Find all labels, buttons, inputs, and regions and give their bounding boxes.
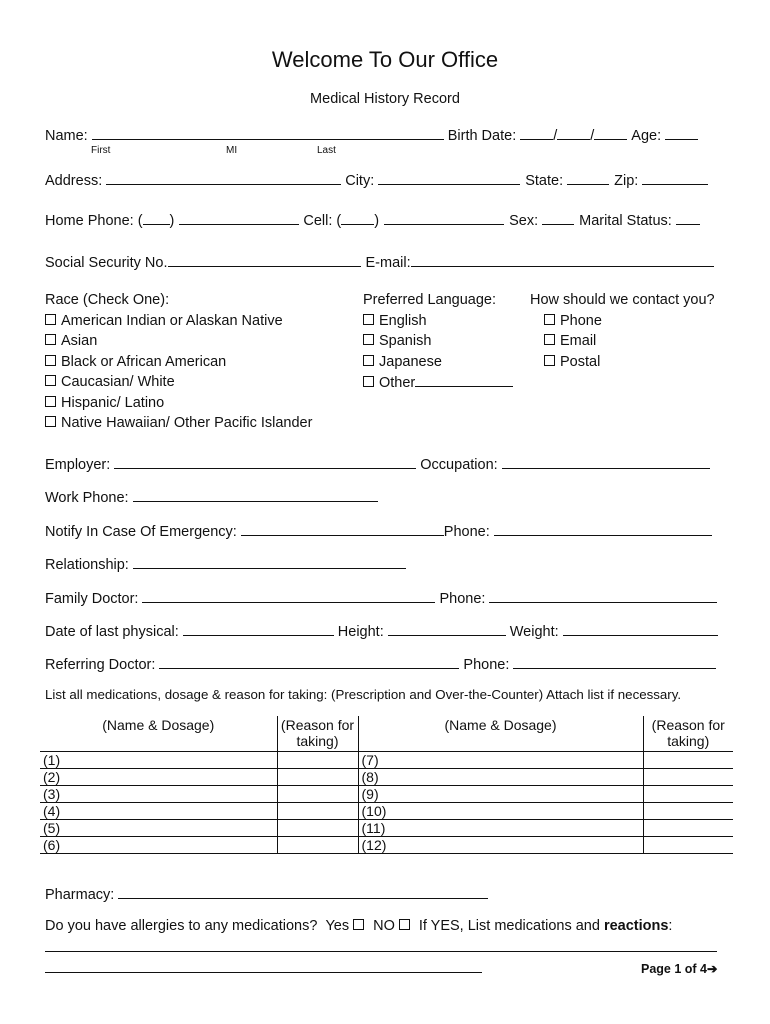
cell-label: Cell: (: [303, 213, 342, 229]
referring-phone-label: Phone:: [463, 657, 510, 673]
medication-cell[interactable]: (10): [358, 803, 643, 820]
state-field[interactable]: [567, 170, 609, 185]
emergency-label: Notify In Case Of Emergency:: [45, 524, 237, 540]
pharmacy-label: Pharmacy:: [45, 887, 115, 903]
employer-row: [45, 454, 710, 473]
arrow-right-icon: ➔: [707, 962, 718, 976]
checkbox-icon[interactable]: [363, 355, 374, 366]
race-option[interactable]: Caucasian/ White: [45, 372, 312, 393]
allergies-line[interactable]: [45, 972, 482, 973]
referring-phone-field[interactable]: [513, 654, 716, 669]
race-option[interactable]: Hispanic/ Latino: [45, 393, 312, 414]
family-doctor-field[interactable]: [142, 588, 435, 603]
contact-heading: How should we contact you?: [530, 292, 715, 308]
referring-doctor-field[interactable]: [159, 654, 459, 669]
occupation-field[interactable]: [502, 454, 710, 469]
age-label: Age:: [631, 128, 662, 144]
home-phone-label: Home Phone: (: [45, 213, 143, 229]
close-paren: ): [169, 213, 175, 229]
allergies-no-label: NO: [373, 918, 395, 934]
zip-field[interactable]: [642, 170, 708, 185]
language-heading: Preferred Language:: [363, 292, 497, 308]
city-field[interactable]: [378, 170, 520, 185]
referring-doctor-label: Referring Doctor:: [45, 657, 156, 673]
address-row: [45, 170, 708, 189]
family-doctor-label: Family Doctor:: [45, 591, 139, 607]
contact-option[interactable]: Postal: [530, 352, 715, 373]
sex-field[interactable]: [542, 210, 574, 225]
reason-cell[interactable]: [277, 769, 358, 786]
checkbox-icon[interactable]: [544, 355, 555, 366]
emergency-contact-field[interactable]: [241, 521, 444, 536]
name-field[interactable]: [92, 125, 444, 140]
allergies-colon: :: [668, 918, 673, 934]
name-sub-last: Last: [317, 145, 336, 156]
name-label: Name:: [45, 128, 88, 144]
medication-cell[interactable]: (3): [40, 786, 277, 803]
page-subtitle: Medical History Record: [310, 91, 460, 107]
emergency-phone-field[interactable]: [494, 521, 712, 536]
table-row: [40, 752, 733, 769]
physical-row: [45, 621, 718, 640]
home-phone-field[interactable]: [179, 210, 299, 225]
table-row: [40, 837, 733, 854]
emergency-row: [45, 521, 712, 540]
last-physical-field[interactable]: [183, 621, 334, 636]
name-sub-first: First: [91, 145, 111, 156]
pharmacy-field[interactable]: [118, 884, 488, 899]
table-row: [40, 786, 733, 803]
language-option[interactable]: Spanish: [363, 331, 513, 352]
sex-label: Sex:: [509, 213, 539, 229]
medication-cell[interactable]: (6): [40, 837, 277, 854]
yes-checkbox-icon[interactable]: [353, 919, 364, 930]
race-heading: Race (Check One):: [45, 292, 170, 308]
checkbox-icon[interactable]: [45, 375, 56, 386]
checkbox-icon[interactable]: [45, 334, 56, 345]
medication-cell[interactable]: (4): [40, 803, 277, 820]
medication-cell[interactable]: (8): [358, 769, 643, 786]
birth-year-field[interactable]: [594, 125, 627, 140]
col-reason: (Reason for taking): [277, 716, 358, 752]
reason-cell[interactable]: [643, 769, 733, 786]
medication-cell[interactable]: (5): [40, 820, 277, 837]
contact-option[interactable]: Phone: [530, 311, 715, 332]
medication-cell[interactable]: (9): [358, 786, 643, 803]
pharmacy-row: [45, 884, 488, 903]
checkbox-icon[interactable]: [363, 376, 374, 387]
reason-cell[interactable]: [277, 752, 358, 769]
language-option[interactable]: Other: [363, 372, 513, 394]
race-option[interactable]: Black or African American: [45, 352, 312, 373]
col-name-dosage: (Name & Dosage): [358, 716, 643, 752]
close-paren: ): [374, 213, 380, 229]
contact-option[interactable]: Email: [530, 331, 715, 352]
table-row: [40, 820, 733, 837]
last-physical-label: Date of last physical:: [45, 624, 179, 640]
family-doctor-phone-field[interactable]: [489, 588, 717, 603]
referring-row: [45, 654, 716, 673]
allergies-if-yes: If YES, List medications and: [418, 918, 600, 934]
checkbox-icon[interactable]: [544, 334, 555, 345]
address-field[interactable]: [106, 170, 341, 185]
birth-date-label: Birth Date:: [447, 128, 517, 144]
table-row: [40, 803, 733, 820]
medication-cell[interactable]: (2): [40, 769, 277, 786]
weight-label: Weight:: [509, 624, 559, 640]
cell-area-code-field[interactable]: [341, 210, 374, 225]
name-sub-mi: MI: [226, 145, 238, 156]
birth-month-field[interactable]: [520, 125, 553, 140]
allergies-yes-label: Yes: [325, 918, 350, 934]
occupation-label: Occupation:: [420, 457, 498, 473]
reason-cell[interactable]: [643, 837, 733, 854]
checkbox-icon[interactable]: [45, 355, 56, 366]
checkbox-icon[interactable]: [363, 314, 374, 325]
col-reason: (Reason for taking): [643, 716, 733, 752]
checkbox-icon[interactable]: [363, 334, 374, 345]
reason-cell[interactable]: [643, 752, 733, 769]
ssn-label: Social Security No.: [45, 255, 168, 271]
family-doctor-phone-label: Phone:: [439, 591, 486, 607]
reason-cell[interactable]: [643, 786, 733, 803]
other-language-field[interactable]: [415, 372, 513, 387]
relationship-field[interactable]: [133, 554, 406, 569]
marital-status-field[interactable]: [676, 210, 700, 225]
table-header-row: [40, 716, 733, 752]
weight-field[interactable]: [563, 621, 718, 636]
address-label: Address:: [45, 173, 103, 189]
checkbox-icon[interactable]: [45, 416, 56, 427]
reason-cell[interactable]: [277, 786, 358, 803]
email-field[interactable]: [411, 252, 714, 267]
race-option[interactable]: American Indian or Alaskan Native: [45, 311, 312, 332]
page-indicator: [641, 961, 717, 976]
race-option[interactable]: Asian: [45, 331, 312, 352]
ssn-row: [45, 252, 714, 271]
height-label: Height:: [337, 624, 384, 640]
relationship-label: Relationship:: [45, 557, 129, 573]
language-option[interactable]: English: [363, 311, 513, 332]
checkbox-icon[interactable]: [45, 314, 56, 325]
race-section: [45, 290, 312, 434]
city-label: City:: [345, 173, 375, 189]
family-doctor-row: [45, 588, 717, 607]
date-slash: /: [553, 128, 558, 144]
medications-instruction: List all medications, dosage & reason for taking: (Prescription and Over-the-Counter) Attach list if necessary.: [45, 687, 682, 702]
checkbox-icon[interactable]: [544, 314, 555, 325]
medication-cell[interactable]: (11): [358, 820, 643, 837]
home-area-code-field[interactable]: [143, 210, 170, 225]
medications-table: [40, 716, 733, 854]
emergency-phone-label: Phone:: [443, 524, 490, 540]
reason-cell[interactable]: [643, 803, 733, 820]
phone-row: [45, 210, 700, 229]
reason-cell[interactable]: [277, 837, 358, 854]
relationship-row: [45, 554, 406, 573]
page-label: Page 1 of 4: [641, 962, 707, 976]
contact-section: [530, 290, 715, 372]
table-row: [40, 769, 733, 786]
employer-label: Employer:: [45, 457, 111, 473]
reason-cell[interactable]: [277, 820, 358, 837]
no-checkbox-icon[interactable]: [399, 919, 410, 930]
height-field[interactable]: [388, 621, 506, 636]
ssn-field[interactable]: [168, 252, 361, 267]
language-option[interactable]: Japanese: [363, 352, 513, 373]
allergies-line[interactable]: [45, 951, 717, 952]
allergies-reactions: reactions: [603, 918, 669, 934]
employer-field[interactable]: [114, 454, 416, 469]
page-title: Welcome To Our Office: [271, 47, 499, 72]
reason-cell[interactable]: [643, 820, 733, 837]
medication-cell[interactable]: (7): [358, 752, 643, 769]
col-name-dosage: (Name & Dosage): [40, 716, 277, 752]
name-row: [45, 125, 698, 144]
birth-day-field[interactable]: [557, 125, 590, 140]
medication-cell[interactable]: (1): [40, 752, 277, 769]
allergies-row: [45, 918, 672, 934]
allergies-question: Do you have allergies to any medications?: [45, 918, 318, 934]
email-label: E-mail:: [365, 255, 411, 271]
marital-status-label: Marital Status:: [579, 213, 672, 229]
age-field[interactable]: [665, 125, 698, 140]
race-option[interactable]: Native Hawaiian/ Other Pacific Islander: [45, 413, 312, 434]
work-phone-row: [45, 487, 378, 506]
zip-label: Zip:: [614, 173, 639, 189]
cell-phone-field[interactable]: [384, 210, 504, 225]
work-phone-label: Work Phone:: [45, 490, 129, 506]
work-phone-field[interactable]: [133, 487, 378, 502]
language-section: [363, 290, 513, 394]
state-label: State:: [525, 173, 564, 189]
reason-cell[interactable]: [277, 803, 358, 820]
date-slash: /: [590, 128, 595, 144]
checkbox-icon[interactable]: [45, 396, 56, 407]
medication-cell[interactable]: (12): [358, 837, 643, 854]
